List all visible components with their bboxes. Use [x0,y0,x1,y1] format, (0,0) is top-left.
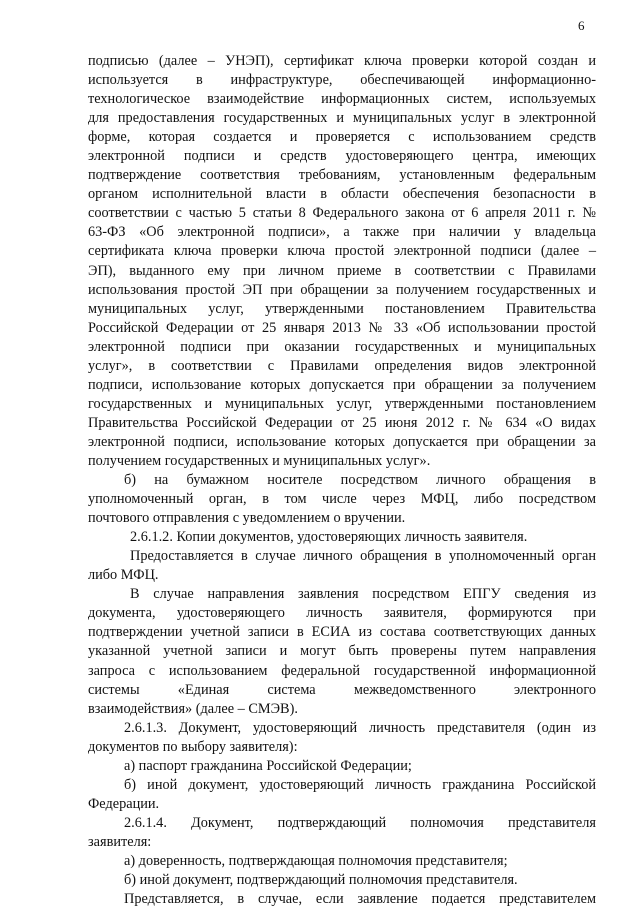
text-line: используется в инфраструктуре, обеспечивающей информационно- [88,72,596,89]
text-line: форме, которая создается и проверяется с использованием средств [88,129,596,146]
text-line: электронной подписи при оказании государственных и муниципальных [88,338,596,355]
text-line: использования простой ЭП при обращении за получением государственных и [88,281,596,298]
text-line: соответствии с частью 5 статьи 8 Федерального закона от 6 апреля 2011 г. № [88,205,596,222]
text-line: указанной учетной записи и могут быть проверены путем направления [88,643,596,660]
text-line: подтверждение соответствия требованиям, установленным федеральным [88,167,596,184]
page-number: 6 [578,18,585,33]
text-line: Предоставляется в случае личного обращения в уполномоченный орган [130,548,596,565]
text-line: запроса с использованием федеральной государственной информационной [88,662,596,679]
text-line: документов по выбору заявителя): [88,738,298,755]
text-line: почтового отправления с уведомлением о вручении. [88,510,406,527]
text-line: либо МФЦ. [88,567,159,584]
text-line: ЭП), выданного ему при личном приеме в соответствии с Правилами [88,262,596,279]
text-line: подписи, использование которых допускается при обращении за получением [88,376,596,393]
text-line: а) паспорт гражданина Российской Федерации; [124,757,412,774]
text-line: органом исполнительной власти в области обеспечения безопасности в [88,186,596,203]
text-line: документа, удостоверяющего личность заявителя, формируются при [88,605,596,622]
text-line: подписью (далее – УНЭП), сертификат ключа проверки которой создан и [88,53,596,69]
text-line: муниципальных услуг, утвержденными постановлением Правительства [88,300,596,317]
text-line: 2.6.1.2. Копии документов, удостоверяющих личность заявителя. [130,529,528,546]
text-line: Правительства Российской Федерации от 25 июня 2012 г. № 634 «О видах [88,414,596,431]
text-line: б) на бумажном носителе посредством личного обращения в [124,472,596,489]
text-line: государственных и муниципальных услуг, утвержденными постановлением [88,395,596,412]
text-line: для предоставления государственных и муниципальных услуг в электронной [88,110,596,127]
text-line: б) иной документ, подтверждающий полномочия представителя. [124,872,518,889]
text-line: Российской Федерации от 25 января 2013 № 33 «Об использовании простой [88,319,596,336]
text-line: взаимодействия» (далее – СМЭВ). [88,700,298,717]
body-text [88,52,596,909]
text-line: электронной подписи, использование которых допускается при обращении за [88,433,596,450]
text-line: 63-ФЗ «Об электронной подписи», а также при наличии у владельца [88,224,596,241]
text-line: 2.6.1.3. Документ, удостоверяющий личность представителя (один из [124,719,596,736]
text-line: услуг», в соответствии с Правилами определения видов электронной [88,357,596,374]
text-line: системы «Единая система межведомственного электронного [88,681,596,698]
text-line: подтверждении учетной записи в ЕСИА из состава соответствующих данных [88,624,596,641]
text-line: 2.6.1.4. Документ, подтверждающий полномочия представителя [124,814,596,831]
text-line: Федерации. [88,795,160,812]
text-line: электронной подписи и средств удостоверяющего центра, имеющих [88,148,596,165]
text-line: б) иной документ, удостоверяющий личность гражданина Российской [124,776,596,793]
text-line: технологическое взаимодействие информационных систем, используемых [88,91,596,108]
text-line: а) доверенность, подтверждающая полномочия представителя; [124,852,508,869]
text-line: Представляется, в случае, если заявление подается представителем [124,891,596,908]
text-line: заявителя: [88,833,152,850]
text-line: сертификата ключа проверки ключа простой электронной подписи (далее – [88,243,596,260]
text-line: В случае направления заявления посредством ЕПГУ сведения из [130,586,596,603]
text-line: уполномоченный орган, в том числе через МФЦ, либо посредством [88,491,596,508]
text-line: получением государственных и муниципальных услуг». [88,452,431,469]
